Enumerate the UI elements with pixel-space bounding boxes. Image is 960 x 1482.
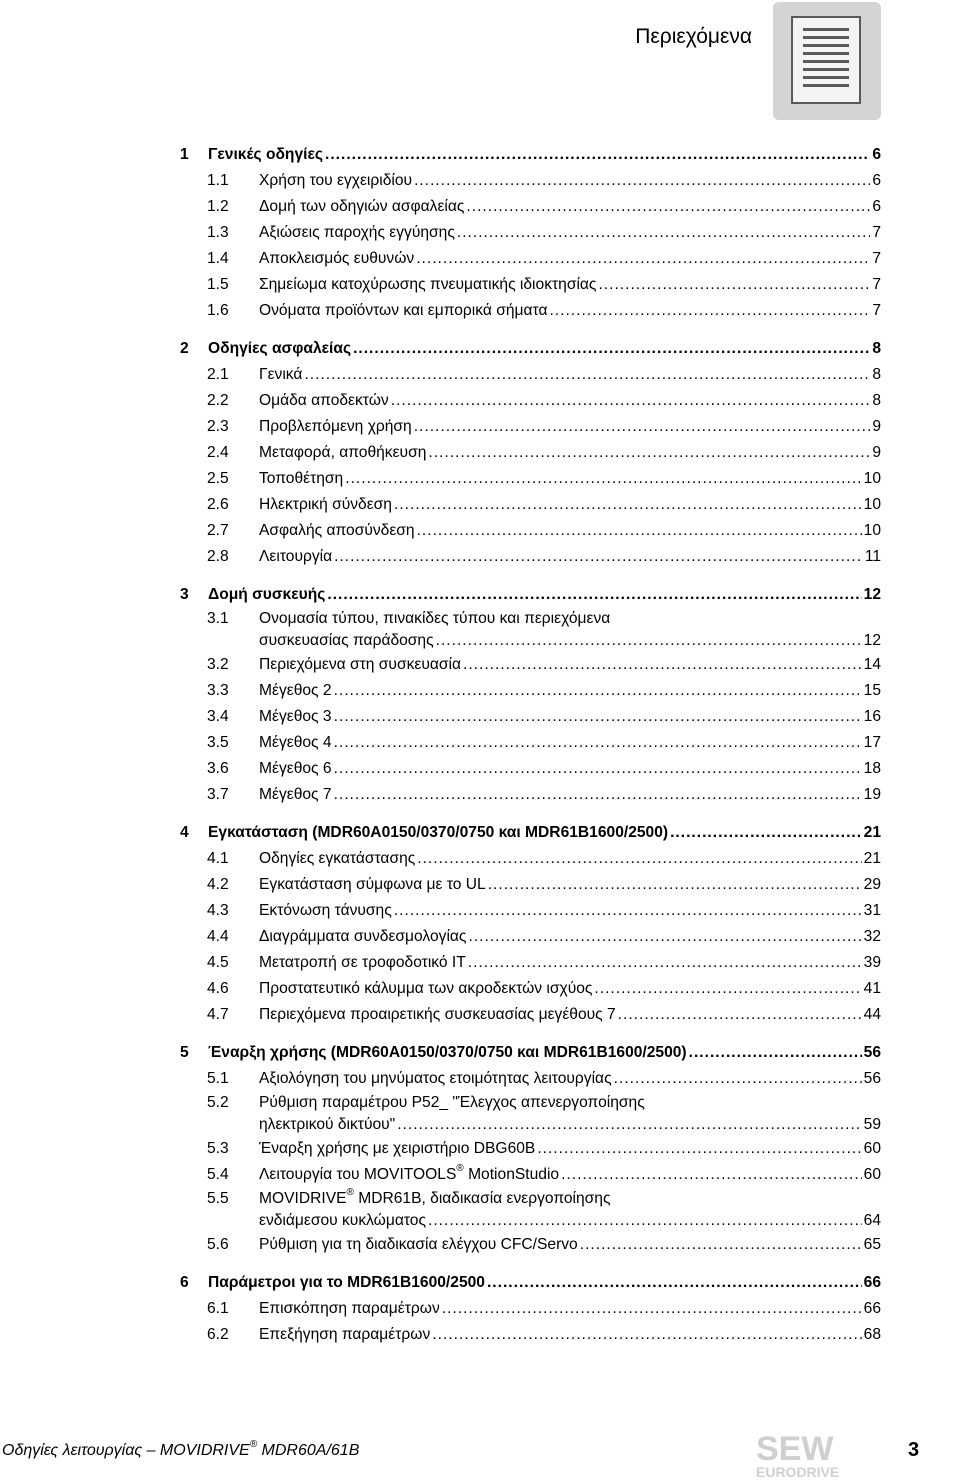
page-number: 3 [908,1439,920,1461]
toc-chapter-1[interactable] [180,142,881,168]
toc-entry[interactable]: 2.5 Τοποθέτηση ..... 10 [180,466,881,492]
toc-entry[interactable]: 5.2 Ρύθμιση παραμέτρου P52_ "Έλεγχος απενεργοποίησης ηλεκτρικού δικτύου" ..... 59 [180,1092,881,1136]
toc-entry[interactable]: 1.6 Ονόματα προϊόντων και εμπορικά σήματα ..... 7 [180,298,881,324]
toc-entry[interactable]: 3.3 Μέγεθος 2 ..... 15 [180,678,881,704]
toc-entry[interactable]: 3.4 Μέγεθος 3 ..... 16 [180,704,881,730]
toc-entry[interactable]: 4.6 Προστατευτικό κάλυμμα των ακροδεκτών ισχύος ..... 41 [180,976,881,1002]
toc-entry[interactable]: 1.4 Αποκλεισμός ευθυνών ..... 7 [180,246,881,272]
toc-entry[interactable]: 5.1 Αξιολόγηση του μηνύματος ετοιμότητας λειτουργίας ..... 56 [180,1066,881,1092]
toc-entry[interactable]: 4.5 Μετατροπή σε τροφοδοτικό IT ..... 39 [180,950,881,976]
chapter-number: 1 [180,146,189,163]
chapter-number: 2 [180,340,189,357]
page-ref: 12 [863,586,881,603]
toc-entry[interactable]: 1.2 Δομή των οδηγιών ασφαλείας ..... 6 [180,194,881,220]
toc-entry[interactable]: 2.4 Μεταφορά, αποθήκευση ..... 9 [180,440,881,466]
toc-chapter-5[interactable] [180,1040,881,1066]
page-ref: 8 [872,340,881,357]
toc-entry[interactable]: 2.3 Προβλεπόμενη χρήση ..... 9 [180,414,881,440]
toc-entry[interactable]: 5.5 MOVIDRIVE® MDR61B, διαδικασία ενεργοποίησης ενδιάμεσου κυκλώματος ..... 64 [180,1188,881,1232]
chapter-number: 5 [180,1044,189,1061]
toc-entry[interactable]: 3.2 Περιεχόμενα στη συσκευασία ..... 14 [180,652,881,678]
toc-entry[interactable]: 4.4 Διαγράμματα συνδεσμολογίας ..... 32 [180,924,881,950]
toc-entry[interactable]: 3.7 Μέγεθος 7 ..... 19 [180,782,881,808]
toc-entry[interactable]: 6.1 Επισκόπηση παραμέτρων ..... 66 [180,1296,881,1322]
toc-entry[interactable]: 1.1 Χρήση του εγχειριδίου ..... 6 [180,168,881,194]
chapter-title: Παράμετροι για το MDR61B1600/2500 [208,1274,485,1291]
chapter-title: Οδηγίες ασφαλείας [208,340,352,357]
chapter-title: Εγκατάσταση (MDR60A0150/0370/0750 και MDR61B1600/2500) [208,824,669,841]
page-title: Περιεχόμενα [635,25,752,48]
toc-entry[interactable]: 5.3 Έναρξη χρήσης με χειριστήριο DBG60B ..... 60 [180,1136,881,1162]
toc-entry[interactable]: 4.2 Εγκατάσταση σύμφωνα με το UL ..... 29 [180,872,881,898]
toc-entry[interactable]: 4.3 Εκτόνωση τάνυσης ..... 31 [180,898,881,924]
page-ref: 6 [872,146,881,163]
chapter-title: Δομή συσκευής [208,586,326,603]
table-of-contents [180,142,881,1348]
toc-entry[interactable]: 4.1 Οδηγίες εγκατάστασης ..... 21 [180,846,881,872]
toc-entry[interactable]: 4.7 Περιεχόμενα προαιρετικής συσκευασίας μεγέθους 7 ..... 44 [180,1002,881,1028]
chapter-number: 6 [180,1274,189,1291]
toc-entry[interactable]: 2.7 Ασφαλής αποσύνδεση ..... 10 [180,518,881,544]
chapter-number: 3 [180,586,189,603]
toc-entry[interactable]: 5.6 Ρύθμιση για τη διαδικασία ελέγχου CFC/Servo ..... 65 [180,1232,881,1258]
toc-chapter-3[interactable] [180,582,881,608]
toc-entry[interactable]: 2.8 Λειτουργία ..... 11 [180,544,881,570]
toc-entry[interactable]: 1.3 Αξιώσεις παροχής εγγύησης ..... 7 [180,220,881,246]
svg-text:SEW: SEW [756,1430,834,1468]
table-of-contents-icon [773,2,881,120]
chapter-title: Έναρξη χρήσης (MDR60A0150/0370/0750 και MDR61B1600/2500) [208,1044,687,1061]
toc-entry[interactable]: 3.6 Μέγεθος 6 ..... 18 [180,756,881,782]
sew-eurodrive-logo [752,1430,856,1480]
toc-chapter-4[interactable] [180,820,881,846]
toc-entry[interactable]: 2.1 Γενικά ..... 8 [180,362,881,388]
toc-chapter-2[interactable] [180,336,881,362]
chapter-number: 4 [180,824,189,841]
page-ref: 66 [863,1274,881,1291]
toc-entry[interactable]: 2.6 Ηλεκτρική σύνδεση ..... 10 [180,492,881,518]
toc-chapter-6[interactable] [180,1270,881,1296]
page-ref: 21 [863,824,881,841]
chapter-title: Γενικές οδηγίες [208,146,323,163]
toc-entry[interactable]: 3.1 Ονομασία τύπου, πινακίδες τύπου και περιεχόμενα συσκευασίας παράδοσης ..... 12 [180,608,881,652]
footer-doc-title: Οδηγίες λειτουργίας – MOVIDRIVE® MDR60A/61B [2,1438,360,1459]
toc-entry[interactable]: 1.5 Σημείωμα κατοχύρωσης πνευματικής ιδιοκτησίας ..... 7 [180,272,881,298]
toc-entry[interactable]: 2.2 Ομάδα αποδεκτών ..... 8 [180,388,881,414]
svg-text:EURODRIVE: EURODRIVE [756,1464,840,1480]
page-ref: 56 [863,1044,881,1061]
toc-entry[interactable]: 5.4 Λειτουργία του MOVITOOLS® MotionStudio ..... 60 [180,1162,881,1188]
toc-entry[interactable]: 6.2 Επεξήγηση παραμέτρων ..... 68 [180,1322,881,1348]
toc-entry[interactable]: 3.5 Μέγεθος 4 ..... 17 [180,730,881,756]
